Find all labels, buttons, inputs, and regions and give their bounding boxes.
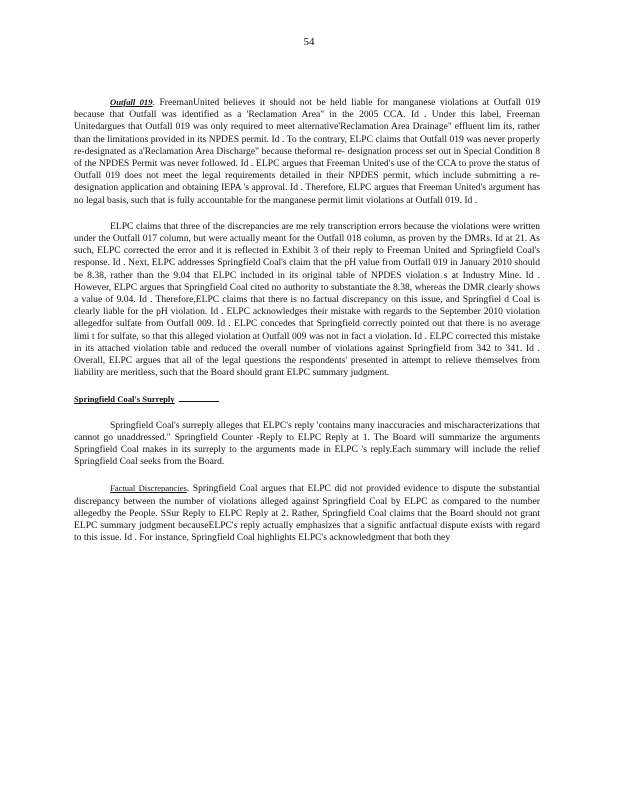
page-number: 54 [303,36,315,48]
document-body [74,96,540,559]
paragraph-outfall-019 [74,96,540,207]
paragraph-lead: Factual Discrepancies [110,483,187,494]
paragraph-text: . FreemanUnited believes it should not be held liable for manganese violations at Outfall 019 because that Outfall was identified as a 'Reclamation Area" in the 2005 CCA. Id . Under this label, Freeman Unitedargues that Outfall 019 was only required to meet alternative'Reclamation Area Drainage" effluent lim its, rather than the limitations provided in its NPDES permit. Id . To the contrary, ELPC claims that Outfall 019 was never properly re-designated as a'Reclamation Area Discharge" because theformal re- designation process set out in Special Condition 8 of the NPDES Permit was never followed. Id . ELPC argues that Freeman United's use of the CCA to prove the status of Outfall 019 does not meet the legal requirements detailed in their NPDES permit, which include submitting a re-designation application and obtaining IEPA 's approval. Id . Therefore, ELPC argues that Freeman United's argument has no legal basis, such that is fully accountable for the manganese permit limit violations at Outfall 019. Id . [74,97,540,206]
paragraph-surreply-summary [74,420,540,469]
paragraph-factual-discrepancies [74,482,540,544]
paragraph-transcription-errors [74,221,540,380]
paragraph-text: ELPC claims that three of the discrepancies are me rely transcription errors because the violations were written under the Outfall 017 column, but were actually meant for the Outfall 018 column, as proven by the DMRs. Id at 21. As such, ELPC corrected the error and it is reflected in Exhibit 3 of their reply to Freeman United and Springfield Coal's response. Id . Next, ELPC addresses Springfield Coal's claim that the pH value from Outfall 019 in January 2010 should be 8.38, rather than the 9.04 that ELPC included in its original table of NPDES violation s at Industry Mine. Id . However, ELPC argues that Springfield Coal cited no authority to substantiate the 8.38, whereas the DMR clearly shows a value of 9.04. Id . Therefore,ELPC claims that there is no factual discrepancy on this issue, and Springfiel d Coal is clearly liable for the pH violation. Id . ELPC acknowledges their mistake with regards to the September 2010 violation allegedfor sulfate from Outfall 009. Id . ELPC concedes that Springfield correctly pointed out that there is no average limi t for sulfate, so that this alleged violation at Outfall 009 was not in fact a violation. Id . ELPC corrected this mistake in its attached violation table and reduced the overall number of violations against Springfield from 342 to 341. Id . Overall, ELPC argues that all of the legal questions the respondents' presented in attempt to relieve themselves from liability are meritless, such that the Board should grant ELPC summary judgment. [74,220,540,379]
paragraph-text: Springfield Coal's surreply alleges that ELPC's reply 'contains many inaccuracies and mischaracterizations that cannot go unaddressed." Springfield Counter -Reply to ELPC Reply at 1. The Board will summarize the arguments Springfield Coal makes in its surreply to the arguments made in ELPC 's reply.Each summary will include the relief Springfield Coal seeks from the Board. [74,419,540,468]
section-heading-text: Springfield Coal's Surreply [74,394,175,405]
section-heading [74,393,540,405]
paragraph-text: . Springfield Coal argues that ELPC did not provided evidence to dispute the substantial discrepancy between the number of violations alleged against Springfield Coal by ELPC as compared to the number allegedby the People. SSur Reply to ELPC Reply at 2. Rather, Springfield Coal claims that the Board should not grant ELPC summary judgment becauseELPC's reply actually emphasizes that a signific antfactual dispute exists with regard to this issue. Id . For instance, Springfield Coal highlights ELPC's acknowledgment that both they [74,483,540,544]
paragraph-lead: Outfall 019 [110,97,153,107]
heading-underline [179,401,219,402]
